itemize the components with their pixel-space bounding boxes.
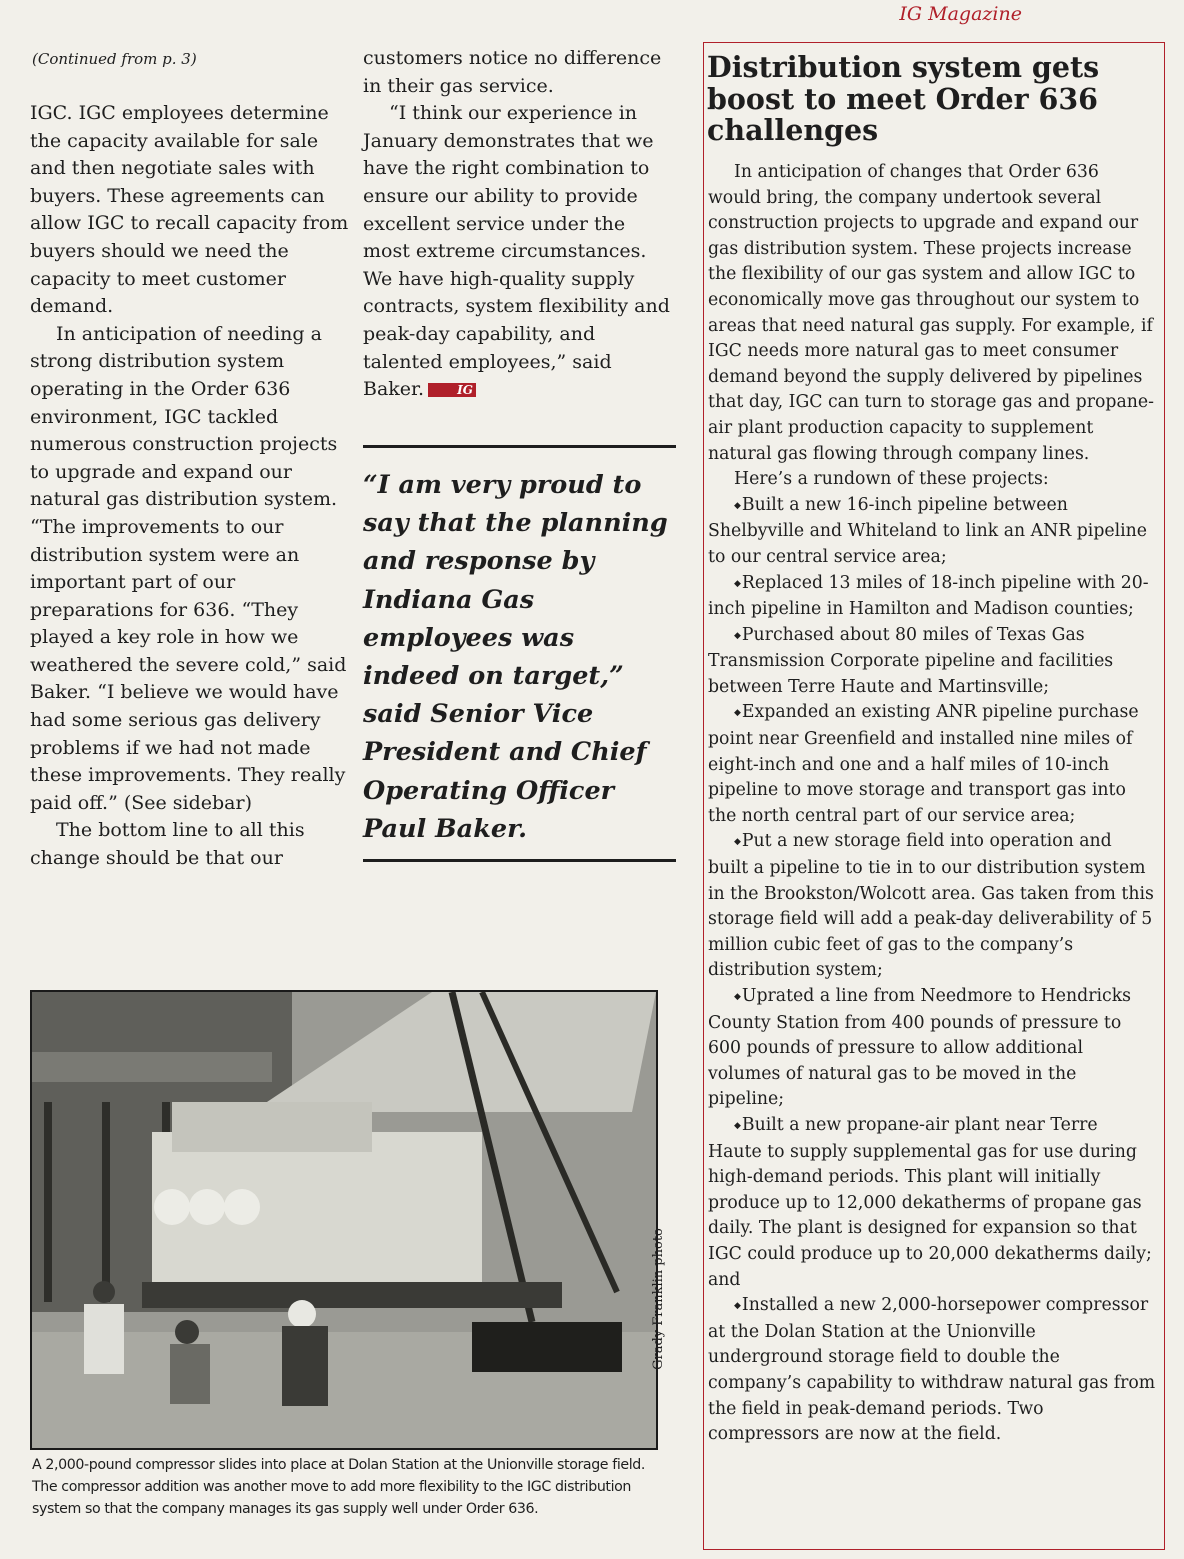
paragraph: The bottom line to all this change should be that our: [30, 819, 305, 870]
article-column-1: [30, 100, 350, 873]
sidebar-list-item: ◆ Built a new propane-air plant near Terre Haute to supply supplemental gas for use during high-demand periods. This plant will initially produce up to 12,000 dekatherms of propane gas daily. The plant is designed for expansion so that IGC could produce up to 20,000 dekatherms daily; and: [708, 1113, 1156, 1293]
sidebar-paragraph: In anticipation of changes that Order 636 would bring, the company undertook several construction projects to upgrade and expand our gas distribution system. These projects increase the flexibility of our gas system and allow IGC to economically move gas throughout our system to areas that need natural gas supply. For example, if IGC needs more natural gas to meet consumer demand beyond the supply delivered by pipelines that day, IGC can turn to storage gas and propane-air plant production capacity to supplement natural gas flowing through company lines.: [708, 162, 1154, 464]
paragraph: IGC. IGC employees determine the capacity available for sale and then negotiate sales with buyers. These agreements can allow IGC to recall capacity from buyers should we need the capacity to meet customer demand.: [30, 102, 349, 318]
continued-note: (Continued from p. 3): [32, 50, 197, 68]
sidebar-list-item: ◆ Purchased about 80 miles of Texas Gas Transmission Corporate pipeline and facilities between Terre Haute and Martinsville;: [708, 623, 1156, 701]
sidebar-list-item: ◆ Built a new 16-inch pipeline between Shelbyville and Whiteland to link an ANR pipeline to our central service area;: [708, 493, 1156, 571]
sidebar-title: Distribution system gets boost to meet Order 636 challenges: [707, 50, 1100, 147]
magazine-masthead: IG Magazine: [899, 3, 1022, 25]
paragraph: [363, 100, 673, 404]
sidebar-list-item: ◆ Expanded an existing ANR pipeline purchase point near Greenfield and installed nine miles of eight-inch and one and a half miles of 10-inch pipeline to move storage and transport gas into the north central part of our service area;: [708, 700, 1156, 829]
compressor-photo: [30, 990, 658, 1450]
pull-quote: “I am very proud to say that the planning and response by Indiana Gas employees was indeed on target,” said Senior Vice President and Chief Operating Officer Paul Baker.: [363, 470, 668, 844]
sidebar-list-item: ◆ Installed a new 2,000-horsepower compressor at the Dolan Station at the Unionville underground storage field to double the company’s capability to withdraw natural gas from the field in peak-demand periods. Two compressors are now at the field.: [708, 1293, 1156, 1448]
sidebar-paragraph: Here’s a rundown of these projects:: [734, 469, 1049, 490]
ig-end-logo: IG: [428, 383, 476, 397]
sidebar-list-item: ◆ Replaced 13 miles of 18-inch pipeline with 20-inch pipeline in Hamilton and Madison counties;: [708, 571, 1156, 623]
paragraph-text: “I think our experience in January demonstrates that we have the right combination to ensure our ability to provide excellent service under the most extreme circumstances. We have high-quality supply contracts, system flexibility and peak-day capability, and talented employees,” said Baker.: [363, 102, 670, 401]
paragraph: In anticipation of needing a strong distribution system operating in the Order 636 environment, IGC tackled numerous construction projects to upgrade and expand our natural gas distribution system. “The improvements to our distribution system were an important part of our preparations for 636. “They played a key role in how we weathered the severe cold,” said Baker. “I believe we would have had some serious gas delivery problems if we had not made these improvements. They really paid off.” (See sidebar): [30, 322, 347, 814]
photo-caption: A 2,000-pound compressor slides into place at Dolan Station at the Unionville storage field. The compressor addition was another move to add more flexibility to the IGC distribution system so that the company manages its gas supply well under Order 636.: [32, 1457, 645, 1517]
sidebar-list-item: ◆ Put a new storage field into operation and built a pipeline to tie in to our distribution system in the Brookston/Wolcott area. Gas taken from this storage field will add a peak-day deliverability of 5 million cubic feet of gas to the company’s distribution system;: [708, 829, 1156, 984]
sidebar-list-item: ◆ Uprated a line from Needmore to Hendricks County Station from 400 pounds of pressure to 600 pounds of pressure to allow additional volumes of natural gas to be moved in the pipeline;: [708, 984, 1156, 1113]
pull-quote-rule-bottom: [363, 859, 676, 862]
sidebar-body: [708, 160, 1156, 1448]
paragraph: customers notice no difference in their gas service.: [363, 47, 662, 97]
pull-quote-rule-top: [363, 445, 676, 448]
photo-illustration: [32, 992, 656, 1448]
article-column-2: [363, 45, 673, 404]
photo-credit: Grady Franklin photo: [651, 1228, 666, 1370]
